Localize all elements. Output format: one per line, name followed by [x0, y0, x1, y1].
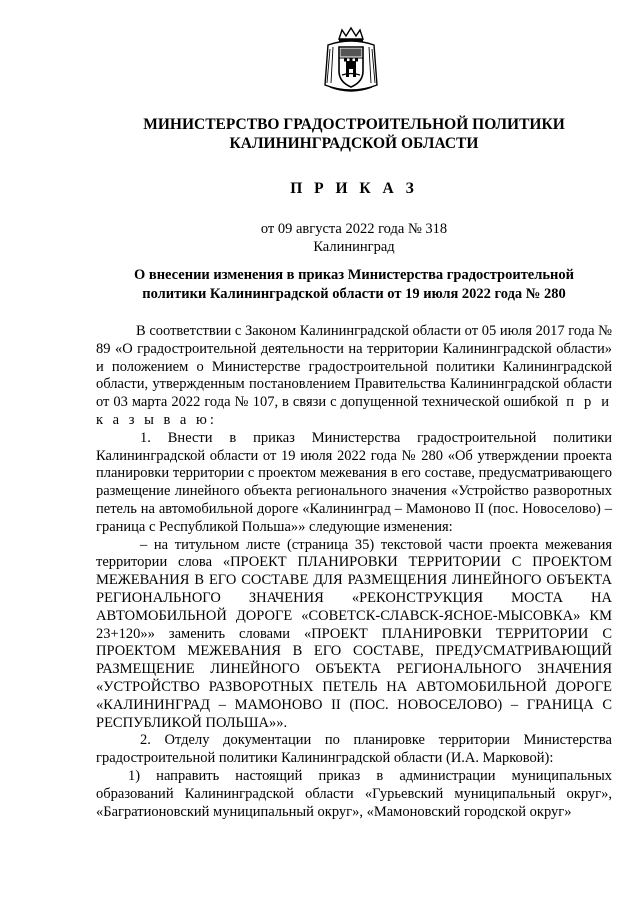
item-2-1-paragraph: 1) направить настоящий приказ в администрации муниципальных образований Калининградской области «Гурьевский муниципальный округ», «Багратионовский муниципальный округ», «Мамоновский городской округ»	[96, 767, 612, 820]
ministry-name-line-1: МИНИСТЕРСТВО ГРАДОСТРОИТЕЛЬНОЙ ПОЛИТИКИ	[143, 116, 565, 133]
order-date-block	[96, 220, 612, 256]
ministry-name-line-2: КАЛИНИНГРАДСКОЙ ОБЛАСТИ	[229, 135, 479, 152]
order-body	[96, 323, 612, 821]
order-subject-line-2: политики Калининградской области от 19 июля 2022 года № 280	[142, 286, 566, 302]
item-1-paragraph: 1. Внести в приказ Министерства градостроительной политики Калининградской области от 19 июля 2022 года № 280 «Об утверждении проекта планировки территории с проектом межевания в его составе, предусматривающего размещение линейного объекта регионального значения «Устройство разворотных петель на автомобильной дороге «Калининград – Мамоново II (пос. Новоселово) – граница с Республикой Польша»» следующие изменения:	[96, 429, 612, 535]
ministry-name	[96, 115, 612, 153]
order-date-number: от 09 августа 2022 года № 318	[260, 221, 448, 237]
preamble-paragraph	[96, 323, 612, 430]
order-subject-line-1: О внесении изменения в приказ Министерства градостроительной	[133, 267, 575, 283]
document-title: П Р И К А З	[290, 180, 418, 197]
order-subject	[96, 266, 612, 304]
preamble-text: В соответствии с Законом Калининградской области от 05 июля 2017 года № 89 «О градостроительной деятельности на территории Калининградской области» и положением о Министерстве градостроительной политики Калининградской области, утвержденным постановлением Правительства Калининградской области от 03 марта 2022 года № 107, в связи с допущенной технической ошибкой	[96, 323, 612, 411]
item-1-change-paragraph: – на титульном листе (страница 35) текстовой части проекта межевания территории слова «ПРОЕКТ ПЛАНИРОВКИ ТЕРРИТОРИИ С ПРОЕКТОМ МЕЖЕВАНИЯ В ЕГО СОСТАВЕ ДЛЯ РАЗМЕЩЕНИЯ ЛИНЕЙНОГО ОБЪЕКТА РЕГИОНАЛЬНОГО ЗНАЧЕНИЯ «РЕКОНСТРУКЦИЯ МОСТА НА АВТОМОБИЛЬНОЙ ДОРОГЕ «СОВЕТСК-СЛАВСК-ЯСНОЕ-МЫСОВКА» КМ 23+120»» заменить словами «ПРОЕКТ ПЛАНИРОВКИ ТЕРРИТОРИИ С ПРОЕКТОМ МЕЖЕВАНИЯ В ЕГО СОСТАВЕ, ПРЕДУСМАТРИВАЮЩИЙ РАЗМЕЩЕНИЕ ЛИНЕЙНОГО ОБЪЕКТА РЕГИОНАЛЬНОГО ЗНАЧЕНИЯ «УСТРОЙСТВО РАЗВОРОТНЫХ ПЕТЕЛЬ НА АВТОМОБИЛЬНОЙ ДОРОГЕ «КАЛИНИНГРАД – МАМОНОВО II (ПОС. НОВОСЕЛОВО) – ГРАНИЦА С РЕСПУБЛИКОЙ ПОЛЬША»».	[96, 536, 612, 731]
decree-word: п р и к а з ы в а ю:	[96, 394, 612, 428]
coat-of-arms-icon	[322, 25, 380, 95]
item-2-paragraph: 2. Отделу документации по планировке территории Министерства градостроительной политики Калининградской области (И.А. Марковой):	[96, 732, 612, 767]
order-city: Калининград	[313, 239, 395, 255]
